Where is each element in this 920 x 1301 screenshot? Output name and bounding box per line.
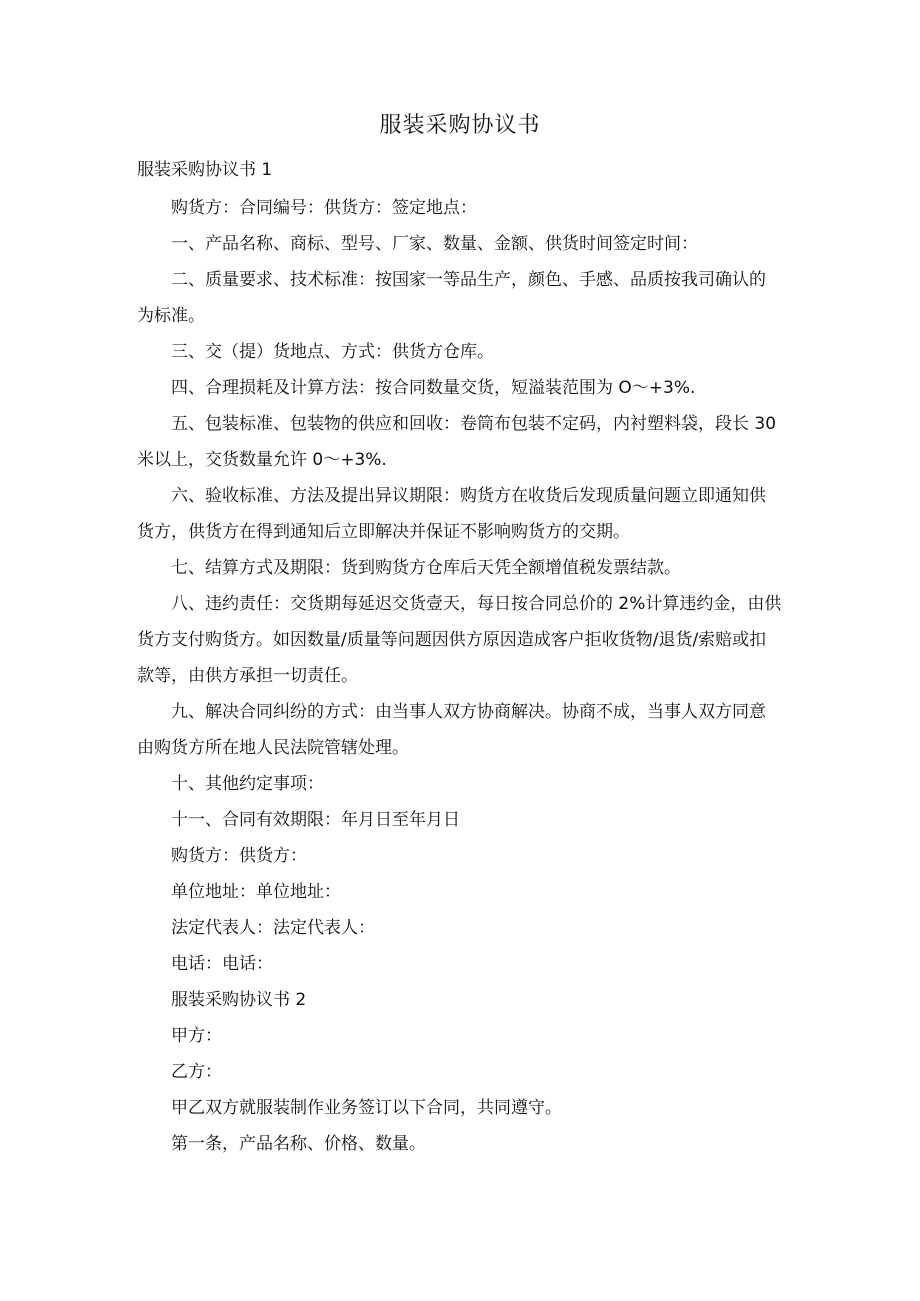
paragraph: 第一条，产品名称、价格、数量。: [171, 1134, 426, 1154]
paragraph: 九、解决合同纠纷的方式：由当事人双方协商解决。协商不成，当事人双方同意由购货方所在地人民法院管辖处理。: [137, 702, 766, 758]
paragraph: 二、质量要求、技术标准：按国家一等品生产，颜色、手感、品质按我司确认的为标准。: [137, 270, 766, 326]
section-heading: 服装采购协议书 1: [137, 160, 273, 180]
paragraph: 购货方：供货方：: [171, 846, 307, 866]
paragraph: 四、合理损耗及计算方法：按合同数量交货，短溢装范围为 O～+3%.: [171, 378, 696, 398]
paragraph: 十、其他约定事项：: [171, 774, 324, 794]
paragraph: 十一、合同有效期限：年月日至年月日: [171, 810, 460, 830]
paragraph: 三、交（提）货地点、方式：供货方仓库。: [171, 342, 494, 362]
document-body: [137, 190, 782, 1162]
document-title: 服装采购协议书: [379, 113, 541, 138]
paragraph: 六、验收标准、方法及提出异议期限：购货方在收货后发现质量问题立即通知供货方，供货方在得到通知后立即解决并保证不影响购货方的交期。: [137, 486, 766, 542]
paragraph: 法定代表人：法定代表人：: [171, 918, 375, 938]
paragraph: 甲方：: [171, 1026, 222, 1046]
paragraph: 甲乙双方就服装制作业务签订以下合同，共同遵守。: [171, 1098, 562, 1118]
paragraph: 八、违约责任：交货期每延迟交货壹天，每日按合同总价的 2%计算违约金，由供货方支付购货方。如因数量/质量等问题因供方原因造成客户拒收货物/退货/索赔或扣款等，由供方承担一切责任。: [137, 594, 782, 686]
paragraph: 一、产品名称、商标、型号、厂家、数量、金额、供货时间签定时间：: [171, 234, 698, 254]
paragraph: 服装采购协议书 2: [171, 990, 307, 1010]
paragraph: 单位地址：单位地址：: [171, 882, 341, 902]
paragraph: 五、包装标准、包装物的供应和回收：卷筒布包装不定码，内衬塑料袋，段长 30 米以上，交货数量允许 0～+3%.: [137, 414, 777, 470]
paragraph: 七、结算方式及期限：货到购货方仓库后天凭全额增值税发票结款。: [171, 558, 681, 578]
paragraph: 乙方：: [171, 1062, 222, 1082]
paragraph: 电话：电话：: [171, 954, 273, 974]
paragraph: 购货方：合同编号：供货方：签定地点：: [171, 198, 477, 218]
